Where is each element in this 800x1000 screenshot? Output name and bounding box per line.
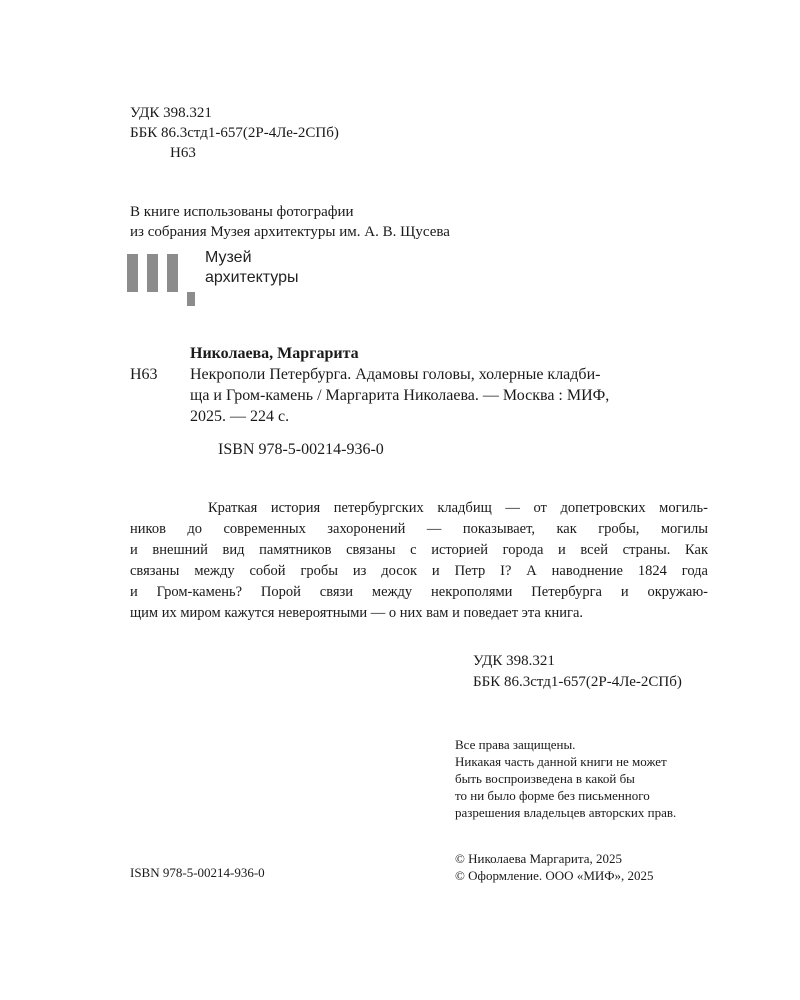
bbk-code: ББК 86.3стд1-657(2Р-4Ле-2СПб)	[130, 125, 339, 141]
record-author-code: Н63	[130, 366, 158, 383]
rights-line: Никакая часть данной книги не может	[455, 754, 667, 769]
udk-block-top	[130, 103, 339, 163]
record-author: Николаева, Маргарита	[190, 345, 359, 362]
annotation-line: и Гром-камень? Порой связи между некрополями Петербурга и окружаю-	[130, 584, 708, 600]
record-line-2: ща и Гром-камень / Маргарита Николаева. — Москва : МИФ,	[190, 387, 610, 404]
photo-credit-note	[130, 202, 450, 242]
museum-logo	[127, 248, 367, 310]
logo-text	[205, 248, 299, 288]
logo-text-line-2: архитектуры	[205, 269, 299, 286]
photo-note-line-1: В книге использованы фотографии	[130, 204, 354, 220]
record-line-3: 2025. — 224 с.	[190, 408, 290, 425]
udk-code: УДК 398.321	[130, 105, 212, 121]
book-annotation	[130, 498, 708, 624]
annotation-line: и внешний вид памятников связаны с историей города и всей страны. Как	[130, 542, 708, 558]
isbn-footer: ISBN 978-5-00214-936-0	[130, 865, 265, 880]
rights-line: то ни было форме без письменного	[455, 788, 650, 803]
logo-bar-2	[147, 254, 158, 292]
copyright-notice	[455, 850, 654, 884]
rights-line: быть воспроизведена в какой бы	[455, 771, 635, 786]
annotation-line: связаны между собой гробы из досок и Петр I? А наводнение 1824 года	[130, 563, 708, 579]
logo-text-line-1: Музей	[205, 249, 252, 266]
logo-bar-4	[187, 292, 195, 306]
logo-bar-3	[167, 254, 178, 292]
udk-code-bottom: УДК 398.321	[473, 653, 555, 669]
bibliographic-record	[190, 364, 710, 427]
bbk-code-bottom: ББК 86.3стд1-657(2Р-4Ле-2СПб)	[473, 674, 682, 690]
copyright-line-2: © Оформление. ООО «МИФ», 2025	[455, 868, 654, 883]
logo-bar-1	[127, 254, 138, 292]
author-mark: Н63	[170, 145, 196, 161]
annotation-line: щим их миром кажутся невероятными — о них вам и поведает эта книга.	[130, 605, 584, 621]
record-isbn: ISBN 978-5-00214-936-0	[218, 441, 384, 458]
udk-block-bottom	[473, 651, 682, 693]
rights-line: Все права защищены.	[455, 737, 576, 752]
rights-line: разрешения владельцев авторских прав.	[455, 805, 677, 820]
record-line-1: Некрополи Петербурга. Адамовы головы, холерные кладби-	[190, 366, 601, 383]
photo-note-line-2: из собрания Музея архитектуры им. А. В. Щусева	[130, 224, 450, 240]
annotation-line: ников до современных захоронений — показывает, как гробы, могилы	[130, 521, 708, 537]
rights-notice	[455, 736, 676, 821]
annotation-line: Краткая история петербургских кладбищ — от допетровских могиль-	[208, 500, 708, 516]
copyright-line-1: © Николаева Маргарита, 2025	[455, 851, 622, 866]
